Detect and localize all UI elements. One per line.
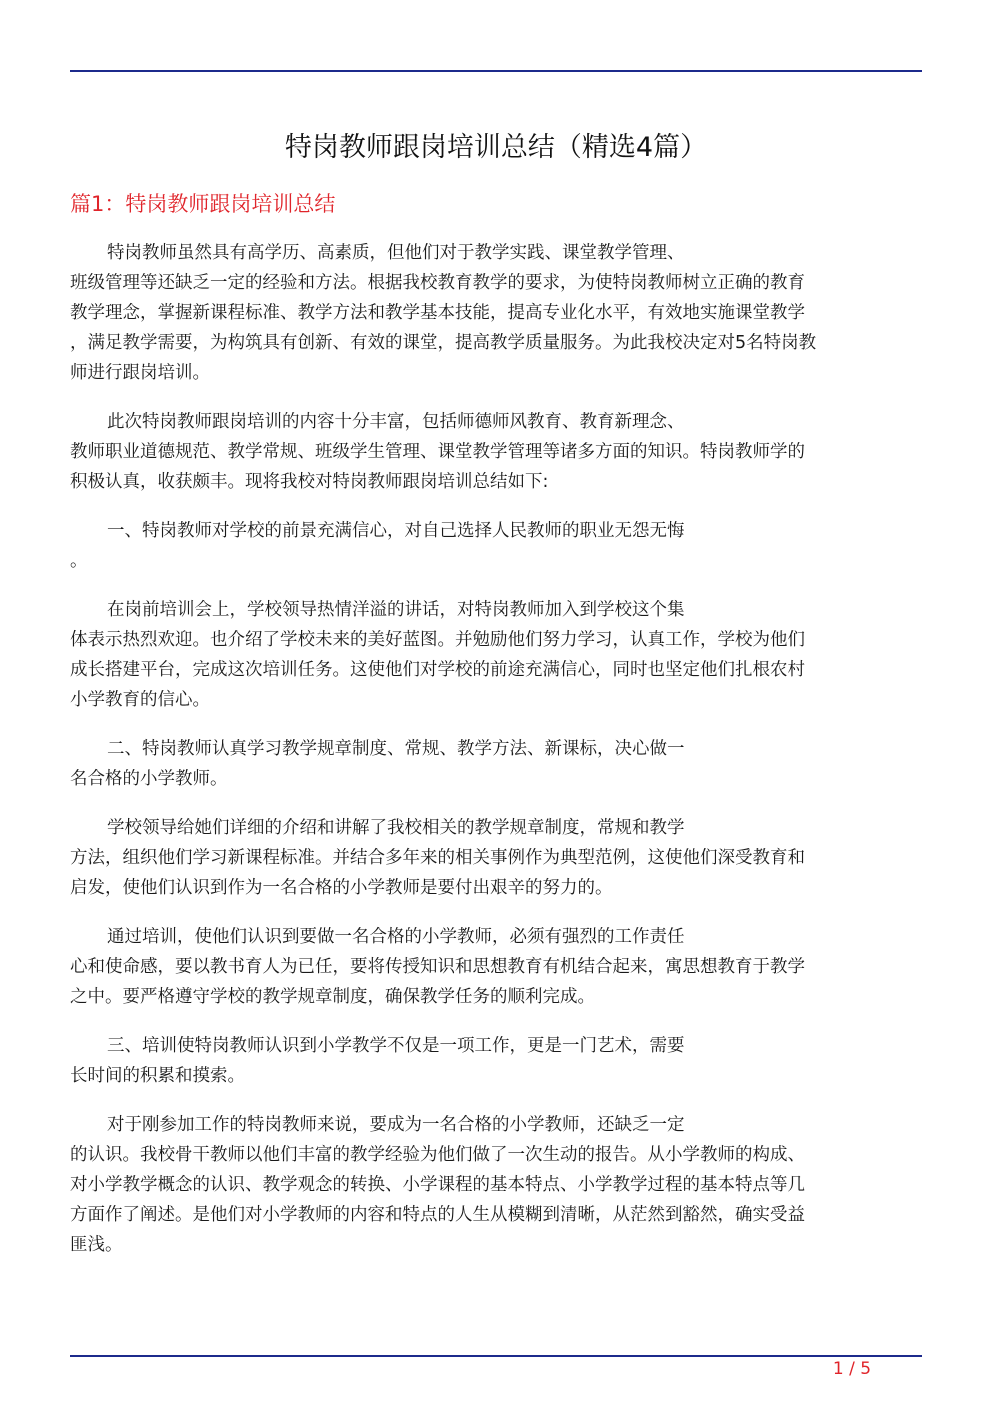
paragraph-line: 匪浅。 [70, 1235, 123, 1255]
paragraph-line: 成长搭建平台，完成这次培训任务。这使他们对学校的前途充满信心，同时也坚定他们扎根农村 [70, 660, 805, 680]
paragraph-line: 在岗前培训会上，学校领导热情洋溢的讲话，对特岗教师加入到学校这个集 [107, 600, 685, 620]
document-body [70, 238, 922, 1279]
paragraph-line: 特岗教师虽然具有高学历、高素质，但他们对于教学实践、课堂教学管理、 [107, 243, 685, 263]
paragraph-line: 通过培训，使他们认识到要做一名合格的小学教师，必须有强烈的工作责任 [107, 927, 685, 947]
paragraph-line: 方面作了阐述。是他们对小学教师的内容和特点的人生从模糊到清晰，从茫然到豁然，确实受益 [70, 1205, 805, 1225]
paragraph [70, 1031, 922, 1091]
paragraph [70, 595, 922, 715]
paragraph-line: 一、特岗教师对学校的前景充满信心，对自己选择人民教师的职业无怨无悔 [107, 521, 685, 541]
paragraph-line: 教师职业道德规范、教学常规、班级学生管理、课堂教学管理等诸多方面的知识。特岗教师学的 [70, 442, 805, 462]
page-number: 1 / 5 [832, 1359, 872, 1379]
paragraph-line: 积极认真，收获颇丰。现将我校对特岗教师跟岗培训总结如下: [70, 472, 549, 492]
paragraph [70, 516, 922, 576]
paragraph-line: 心和使命感，要以教书育人为已任，要将传授知识和思想教育有机结合起来，寓思想教育于教学 [70, 957, 805, 977]
paragraph-line: 长时间的积累和摸索。 [70, 1066, 245, 1086]
paragraph-line: 二、特岗教师认真学习教学规章制度、常规、教学方法、新课标，决心做一 [107, 739, 685, 759]
paragraph [70, 1110, 922, 1260]
paragraph-line: 小学教育的信心。 [70, 690, 210, 710]
paragraph [70, 922, 922, 1012]
paragraph-line: 名合格的小学教师。 [70, 769, 228, 789]
paragraph-line: 方法，组织他们学习新课程标准。并结合多年来的相关事例作为典型范例，这使他们深受教育和 [70, 848, 805, 868]
paragraph-line: 此次特岗教师跟岗培训的内容十分丰富，包括师德师风教育、教育新理念、 [107, 412, 685, 432]
paragraph-line: 师进行跟岗培训。 [70, 363, 210, 383]
paragraph-line: 体表示热烈欢迎。也介绍了学校未来的美好蓝图。并勉励他们努力学习，认真工作，学校为他们 [70, 630, 805, 650]
paragraph-line: 之中。要严格遵守学校的教学规章制度，确保教学任务的顺利完成。 [70, 987, 595, 1007]
paragraph-line: 对于刚参加工作的特岗教师来说，要成为一名合格的小学教师，还缺乏一定 [107, 1115, 685, 1135]
footer-rule [70, 1355, 922, 1357]
paragraph-line: 学校领导给她们详细的介绍和讲解了我校相关的教学规章制度，常规和教学 [107, 818, 685, 838]
header-rule [70, 70, 922, 72]
paragraph [70, 734, 922, 794]
paragraph-line: 班级管理等还缺乏一定的经验和方法。根据我校教育教学的要求，为使特岗教师树立正确的教育 [70, 273, 805, 293]
section-heading: 篇1：特岗教师跟岗培训总结 [70, 192, 336, 216]
paragraph-line: 。 [70, 551, 88, 571]
paragraph-line: ，满足教学需要，为构筑具有创新、有效的课堂，提高教学质量服务。为此我校决定对5名特岗教 [70, 333, 817, 353]
paragraph-line: 教学理念，掌握新课程标准、教学方法和教学基本技能，提高专业化水平，有效地实施课堂教学 [70, 303, 805, 323]
paragraph [70, 407, 922, 497]
paragraph-line: 对小学教学概念的认识、教学观念的转换、小学课程的基本特点、小学教学过程的基本特点等几 [70, 1175, 805, 1195]
paragraph-line: 的认识。我校骨干教师以他们丰富的教学经验为他们做了一次生动的报告。从小学教师的构成、 [70, 1145, 805, 1165]
paragraph-line: 启发，使他们认识到作为一名合格的小学教师是要付出艰辛的努力的。 [70, 878, 613, 898]
paragraph-line: 三、培训使特岗教师认识到小学教学不仅是一项工作，更是一门艺术，需要 [107, 1036, 685, 1056]
paragraph [70, 813, 922, 903]
document-title: 特岗教师跟岗培训总结（精选4篇） [284, 132, 708, 163]
paragraph [70, 238, 922, 388]
